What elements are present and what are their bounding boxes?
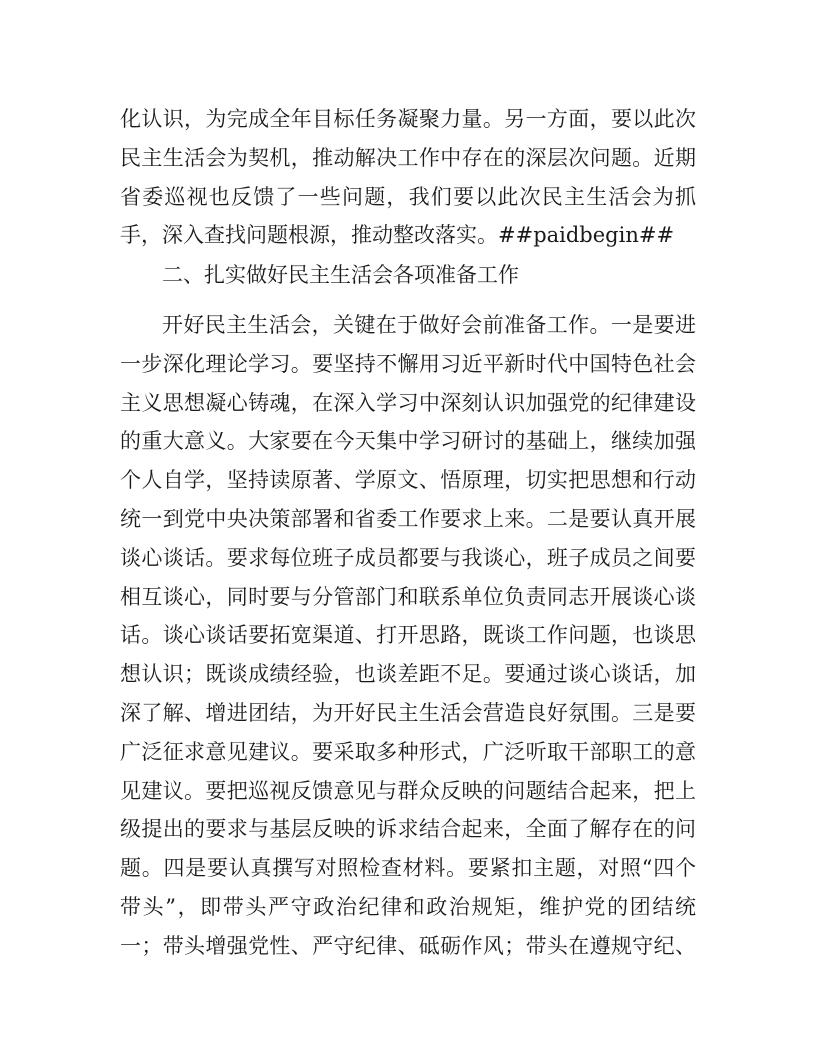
section-heading-text: 二、扎实做好民主生活会各项准备工作: [162, 263, 519, 287]
text-line: 相互谈心，同时要与分管部门和联系单位负责同志开展谈心谈: [120, 584, 696, 609]
text-line: 深了解、增进团结，为开好民主生活会营造良好氛围。三是要: [120, 700, 696, 725]
text-line: 省委巡视也反馈了一些问题，我们要以此次民主生活会为抓: [120, 184, 696, 209]
text-line: 谈心谈话。要求每位班子成员都要与我谈心，班子成员之间要: [120, 545, 696, 570]
text-line: 级提出的要求与基层反映的诉求结合起来，全面了解存在的问: [120, 817, 696, 842]
text-line: 话。谈心谈话要拓宽渠道、打开思路，既谈工作问题，也谈思: [120, 623, 696, 648]
text-line: 一步深化理论学习。要坚持不懈用习近平新时代中国特色社会: [120, 351, 696, 376]
paragraph-preparation: [120, 306, 696, 966]
text-line: 民主生活会为契机，推动解决工作中存在的深层次问题。近期: [120, 145, 696, 170]
text-line: 想认识；既谈成绩经验，也谈差距不足。要通过谈心谈话，加: [120, 662, 696, 687]
text-line: 广泛征求意见建议。要采取多种形式，广泛听取干部职工的意: [120, 739, 696, 764]
text-line: 化认识，为完成全年目标任务凝聚力量。另一方面，要以此次: [120, 107, 696, 131]
text-line: 题。四是要认真撰写对照检查材料。要紧扣主题，对照“四个: [120, 856, 696, 881]
text-line: 手，深入查找问题根源，推动整改落实。##paidbegin##: [120, 223, 675, 248]
text-line: 见建议。要把巡视反馈意见与群众反映的问题结合起来，把上: [120, 778, 696, 803]
text-line: 带头”，即带头严守政治纪律和政治规矩，维护党的团结统: [120, 894, 696, 919]
section-heading: [120, 256, 696, 295]
text-line: 统一到党中央决策部署和省委工作要求上来。二是要认真开展: [120, 506, 696, 531]
text-line: 一；带头增强党性、严守纪律、砥砺作风；带头在遵规守纪、: [120, 933, 696, 958]
text-line: 主义思想凝心铸魂，在深入学习中深刻认识加强党的纪律建设: [120, 390, 696, 415]
text-line: 个人自学，坚持读原著、学原文、悟原理，切实把思想和行动: [120, 468, 696, 493]
text-line: 的重大意义。大家要在今天集中学习研讨的基础上，继续加强: [120, 429, 696, 454]
text-line: 开好民主生活会，关键在于做好会前准备工作。一是要进: [162, 313, 696, 337]
paragraph-continued: [120, 100, 696, 255]
